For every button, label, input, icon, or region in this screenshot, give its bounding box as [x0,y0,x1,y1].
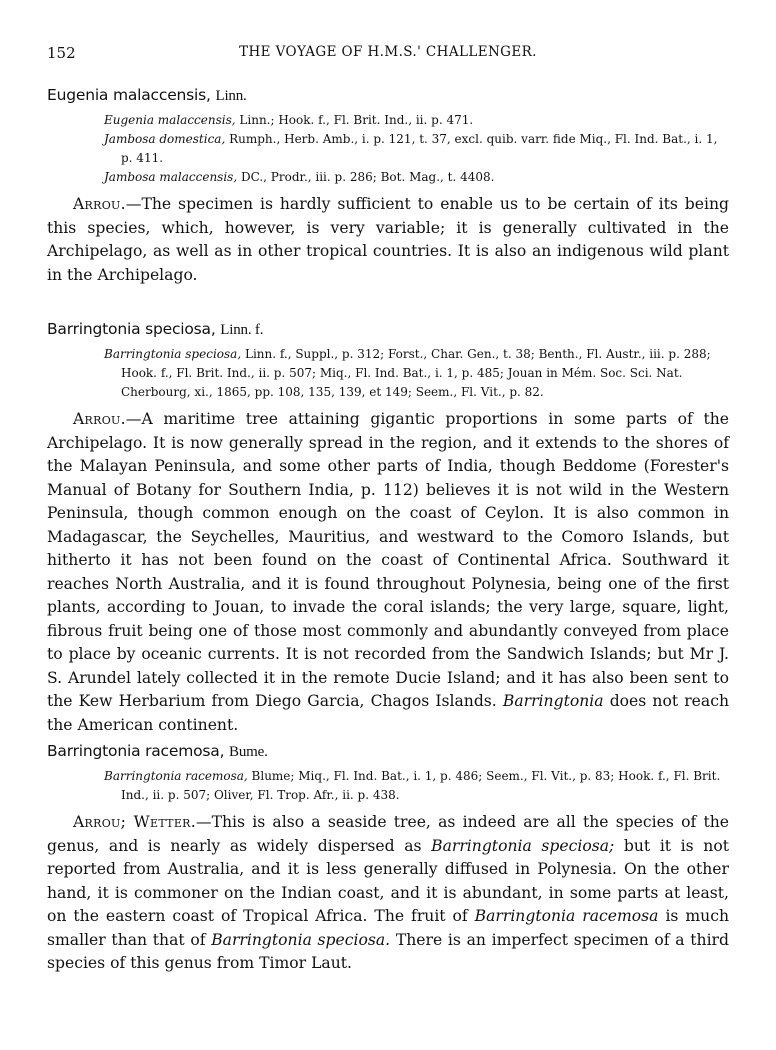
species-entry-eugenia-malaccensis [47,86,729,287]
synonym-citation [104,168,729,187]
synonym-taxon: Barringtonia racemosa, [104,769,248,783]
species-heading [47,742,729,761]
synonym-reference: Blume; Miq., Fl. Ind. Bat., i. 1, p. 486; Seem., Fl. Vit., p. 83; Hook. f., Fl. Brit. Ind., ii. p. 507; Oliver, Fl. Trop. Afr., ii. p. 438. [121,769,721,802]
description-text: A maritime tree attaining gigantic proportions in some parts of the Archipelago. It is now generally spread in the region, and it extends to the shores of the Malayan Peninsula, and some other parts of India, though Beddome (Forester's Manual of Botany for Southern India, p. 112) believes it is not wild in the Western Peninsula, though common enough on the coast of Ceylon. It is also common in Madagascar, the Seychelles, Mauritius, and westward to the Comoro Islands, but hitherto it has not been found on the coast of Continental Africa. Southward it reaches North Australia, and it is found throughout Polynesia, being one of the first plants, according to Jouan, to invade the coral islands; the very large, square, light, fibrous fruit being one of those most commonly and abundantly conveyed from place to place by oceanic currents. It is not recorded from the Sandwich Islands; but Mr J. S. Arundel lately collected it in the remote Ducie Island; and it has also been sent to the Kew Herbarium from Diego Garcia, Chagos Islands. [47,410,729,710]
page-header [47,44,729,66]
species-name-italic: Barringtonia speciosa. [211,930,391,949]
description-text: This is also a seaside tree, as indeed are all the species of the genus, and is nearly as widely dispersed as [47,813,729,855]
species-entry-barringtonia-speciosa [47,320,729,737]
synonym-reference: Rumph., Herb. Amb., i. p. 121, t. 37, excl. quib. varr. fide Miq., Fl. Ind. Bat., i. 1, p. 411. [121,132,718,165]
synonym-citation [104,345,729,402]
synonym-reference: DC., Prodr., iii. p. 286; Bot. Mag., t. 4408. [240,170,495,184]
synonym-taxon: Eugenia malaccensis, [104,113,236,127]
synonym-citation [104,130,729,168]
locality-label: Arrou. [73,410,126,428]
synonym-taxon: Barringtonia speciosa, [104,347,242,361]
description-text: There is an imperfect specimen of a third species of this genus from Timor Laut. [47,930,729,972]
species-name: Barringtonia racemosa, [47,742,225,760]
species-description: Arrou.—A maritime tree attaining gigantic proportions in some parts of the Archipelago. It is now generally spread in the region, and it extends to the shores of the Malayan Peninsula, and some other parts of India, though Beddome (Forester's Manual of Botany for Southern India, p. 112) believes it is not wild in the Western Peninsula, though common enough on the coast of Ceylon. It is also common in Madagascar, the Seychelles, Mauritius, and westward to the Comoro Islands, but hitherto it has not been found on the coast of Continental Africa. Southward it reaches North Australia, and it is found throughout Polynesia, being one of the first plants, according to Jouan, to invade the coral islands; the very large, square, light, fibrous fruit being one of those most commonly and abundantly conveyed from place to place by oceanic currents. It is not recorded from the Sandwich Islands; but Mr J. S. Arundel lately collected it in the remote Ducie Island; and it has also been sent to the Kew Herbarium from Diego Garcia, Chagos Islands. Barringtonia does not reach the American continent. [47,410,729,734]
species-authority: Linn. f. [220,322,264,338]
synonym-list [47,345,729,402]
species-description: Arrou.—The specimen is hardly sufficient to enable us to be certain of its being this species, which, however, is very variable; it is generally cultivated in the Archipelago, as well as in other tropical countries. It is also an indigenous wild plant in the Archipelago. [47,195,729,284]
species-name-italic: Barringtonia speciosa; [431,836,615,855]
synonym-taxon: Jambosa malaccensis, [104,170,238,184]
description-text: The specimen is hardly sufficient to enable us to be certain of its being this species, which, however, is very variable; it is generally cultivated in the Archipelago, as well as in other tropical countries. It is also an indigenous wild plant in the Archipelago. [47,195,729,284]
synonym-reference: Linn.; Hook. f., Fl. Brit. Ind., ii. p. 471. [239,113,474,127]
species-name: Barringtonia speciosa, [47,320,216,338]
species-heading [47,320,729,339]
synonym-citation [104,767,729,805]
synonym-taxon: Jambosa domestica, [104,132,226,146]
species-heading [47,86,729,105]
locality-label: Arrou. [73,195,126,213]
genus-name-italic: Barringtonia [502,692,604,710]
running-title: THE VOYAGE OF H.M.S.' CHALLENGER. [239,44,537,60]
synonym-list [47,111,729,187]
synonym-citation [104,111,729,130]
page-number: 152 [47,44,76,62]
species-authority: Linn. [215,88,247,104]
species-name-italic: Barringtonia racemosa [474,907,659,925]
locality-label: Arrou; Wetter. [73,813,196,831]
description-text: but it is not reported from Australia, and it is less generally diffused in Polynesia. On the other hand, it is commoner on the Indian coast, and it is abundant, in some parts at least, on the eastern coast of Tropical Africa. The fruit of [47,836,729,925]
species-entry-barringtonia-racemosa [47,742,729,976]
description-text: is much smaller than that of [47,907,729,949]
synonym-list [47,767,729,805]
species-name: Eugenia malaccensis, [47,86,211,104]
species-authority: Bume. [229,744,268,760]
description-text: does not reach the American continent. [47,692,729,734]
synonym-reference: Linn. f., Suppl., p. 312; Forst., Char. Gen., t. 38; Benth., Fl. Austr., iii. p. 288; Hook. f., Fl. Brit. Ind., ii. p. 507; Miq., Fl. Ind. Bat., i. 1, p. 485; Jouan in Mém. Soc. Sci. Nat. Cherbourg, xi., 1865, pp. 108, 135, 139, et 149; Seem., Fl. Vit., p. 82. [121,347,711,399]
species-description: Arrou; Wetter.—This is also a seaside tree, as indeed are all the species of the genus, and is nearly as widely dispersed as Barringtonia speciosa; but it is not reported from Australia, and it is less generally diffused in Polynesia. On the other hand, it is commoner on the Indian coast, and it is abundant, in some parts at least, on the eastern coast of Tropical Africa. The fruit of Barringtonia racemosa is much smaller than that of Barringtonia speciosa. There is an imperfect specimen of a third species of this genus from Timor Laut. [47,813,729,972]
